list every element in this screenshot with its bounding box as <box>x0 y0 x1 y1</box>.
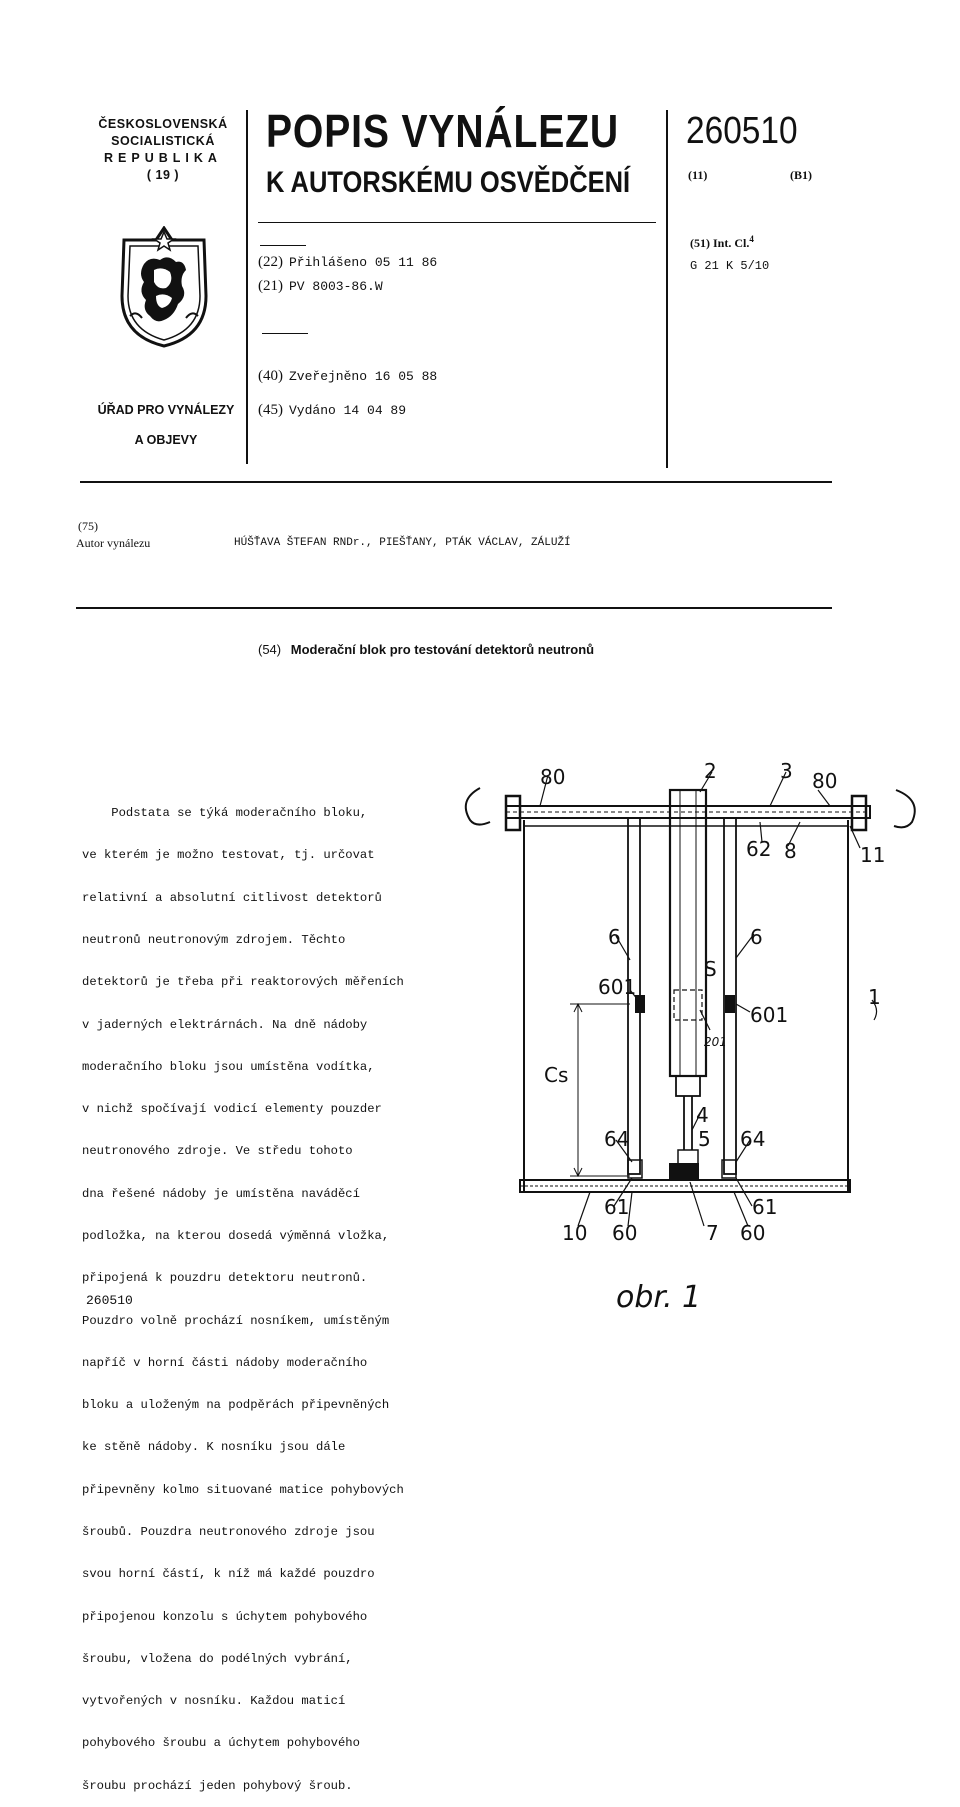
abstract-line: relativní a absolutní citlivost detektorů <box>82 890 382 905</box>
filing-22-text: Přihlášeno 05 11 86 <box>289 255 438 270</box>
invention-title-row <box>258 642 594 657</box>
abstract-line: neutronového zdroje. Ve středu tohoto <box>82 1144 353 1159</box>
abstract-line: Pouzdro volně prochází nosníkem, umístěným <box>82 1313 390 1328</box>
author-bottom-rule <box>76 607 832 609</box>
document-title: POPIS VYNÁLEZU <box>266 105 620 157</box>
label-1: 1 <box>868 985 881 1009</box>
label-3: 3 <box>780 759 793 783</box>
label-80a: 80 <box>540 765 566 789</box>
int-cl-label <box>690 234 754 251</box>
detector-S <box>674 990 702 1020</box>
left-hook <box>466 788 490 825</box>
country-code-19: ( 19 ) <box>146 168 180 182</box>
filing-40-text: Zveřejněno 16 05 88 <box>289 369 438 384</box>
country-name <box>88 116 238 184</box>
office-line-1: ÚŘAD PRO VYNÁLEZY <box>97 403 235 417</box>
int-cl-edition: 4 <box>749 234 754 244</box>
label-601b: 601 <box>750 1003 789 1027</box>
right-clamp <box>852 796 866 830</box>
abstract-line: detektorů je třeba při reaktorových měřeních <box>82 975 404 990</box>
abstract-line: Podstata se týká moderačního bloku, <box>82 806 368 821</box>
technical-drawing <box>440 750 940 1260</box>
filing-22 <box>258 254 437 271</box>
label-601a: 601 <box>598 975 637 999</box>
right-guide-601 <box>726 996 734 1012</box>
abstract-line: v nichž spočívají vodicí elementy pouzder <box>82 1102 382 1117</box>
document-subtitle: K AUTORSKÉMU OSVĚDČENÍ <box>266 166 631 199</box>
abstract-line: připojená k pouzdru detektoru neutronů. <box>82 1271 368 1286</box>
label-61a: 61 <box>604 1195 630 1219</box>
label-5: 5 <box>698 1127 711 1151</box>
label-6b: 6 <box>750 925 763 949</box>
label-4: 4 <box>696 1103 709 1127</box>
header-bottom-rule <box>80 481 832 483</box>
figure-caption: obr. 1 <box>616 1280 702 1315</box>
title-underline <box>258 222 656 223</box>
country-line-1: ČESKOSLOVENSKÁ <box>98 117 228 131</box>
author-code: (75) <box>78 519 98 533</box>
abstract-line: připojenou konzolu s úchytem pohybového <box>82 1609 368 1624</box>
abstract-line: ke stěně nádoby. K nosníku jsou dále <box>82 1440 346 1455</box>
short-rule-2 <box>262 333 308 334</box>
label-8: 8 <box>784 839 797 863</box>
abstract-line: pohybového šroubu a úchytem pohybového <box>82 1736 360 1751</box>
abstract-line: vytvořených v nosníku. Každou maticí <box>82 1694 346 1709</box>
abstract-line: šroubu prochází jeden pohybový šroub. <box>82 1778 353 1793</box>
filing-40 <box>258 368 437 385</box>
abstract <box>82 778 462 1807</box>
right-hook <box>894 790 915 827</box>
label-64a: 64 <box>604 1127 630 1151</box>
abstract-line: dna řešené nádoby je umístěna naváděcí <box>82 1186 360 1201</box>
country-line-3: REPUBLIKA <box>104 151 222 165</box>
filing-22-label: (22) <box>258 254 283 270</box>
abstract-line: napříč v horní části nádoby moderačního <box>82 1355 368 1370</box>
label-7: 7 <box>706 1221 719 1245</box>
abstract-line: neutronů neutronovým zdrojem. Těchto <box>82 933 346 948</box>
abstract-line: moderačního bloku jsou umístěna vodítka, <box>82 1059 375 1074</box>
detector-housing <box>670 790 706 1076</box>
left-clamp <box>506 796 520 830</box>
author-names: HÚŠŤAVA ŠTEFAN RNDr., PIEŠŤANY, PTÁK VÁCLAV, ZÁLUŽÍ <box>234 537 571 549</box>
label-64b: 64 <box>740 1127 766 1151</box>
filing-21-text: PV 8003-86.W <box>289 279 383 294</box>
abstract-line: šroubů. Pouzdra neutronového zdroje jsou <box>82 1524 375 1539</box>
label-6a: 6 <box>608 925 621 949</box>
label-62: 62 <box>746 837 772 861</box>
invention-code: (54) <box>258 642 282 657</box>
filing-45 <box>258 402 406 419</box>
code-b1: (B1) <box>790 168 812 182</box>
abstract-line: bloku a uloženým na podpěrách připevněných <box>82 1398 390 1413</box>
label-60b: 60 <box>740 1221 766 1245</box>
country-line-2: SOCIALISTICKÁ <box>111 134 215 148</box>
abstract-line: připevněny kolmo situované matice pohybových <box>82 1482 404 1497</box>
abstract-line: šroubu, vložena do podélných vybrání, <box>82 1651 353 1666</box>
invention-title: Moderační blok pro testování detektorů neutronů <box>290 642 595 657</box>
label-201: 201 <box>704 1035 727 1049</box>
filing-21-label: (21) <box>258 278 283 294</box>
label-2: 2 <box>704 759 717 783</box>
filing-40-label: (40) <box>258 368 283 384</box>
patent-number: 260510 <box>686 110 798 152</box>
label-61b: 61 <box>752 1195 778 1219</box>
code-11: (11) <box>688 168 708 182</box>
filing-21 <box>258 278 383 295</box>
abstract-line: podložka, na kterou dosedá výměnná vložka, <box>82 1229 390 1243</box>
int-cl-value: G 21 K 5/10 <box>690 259 770 273</box>
int-cl-label-text: (51) Int. Cl. <box>690 236 750 250</box>
abstract-line: ve kterém je možno testovat, tj. určovat <box>82 848 375 863</box>
abstract-line: svou horní částí, k níž má každé pouzdro <box>82 1567 375 1582</box>
state-emblem-icon <box>116 226 212 348</box>
patent-office-name <box>86 395 246 455</box>
label-11: 11 <box>860 843 886 867</box>
label-10: 10 <box>562 1221 588 1245</box>
abstract-line: v jaderných elektrárnách. Na dně nádoby <box>82 1017 368 1032</box>
filing-45-label: (45) <box>258 402 283 418</box>
label-Cs: Cs <box>544 1063 569 1087</box>
label-S: S <box>704 957 717 981</box>
guide-pad-7 <box>670 1164 698 1180</box>
footer-patent-number: 260510 <box>86 1293 133 1308</box>
short-rule-1 <box>260 245 306 246</box>
filing-45-text: Vydáno 14 04 89 <box>289 403 407 418</box>
author-label: Autor vynálezu <box>76 536 151 550</box>
label-80b: 80 <box>812 769 838 793</box>
office-line-2: A OBJEVY <box>134 433 198 447</box>
header-divider-left <box>246 110 248 464</box>
label-60a: 60 <box>612 1221 638 1245</box>
header-divider-right <box>666 110 668 468</box>
